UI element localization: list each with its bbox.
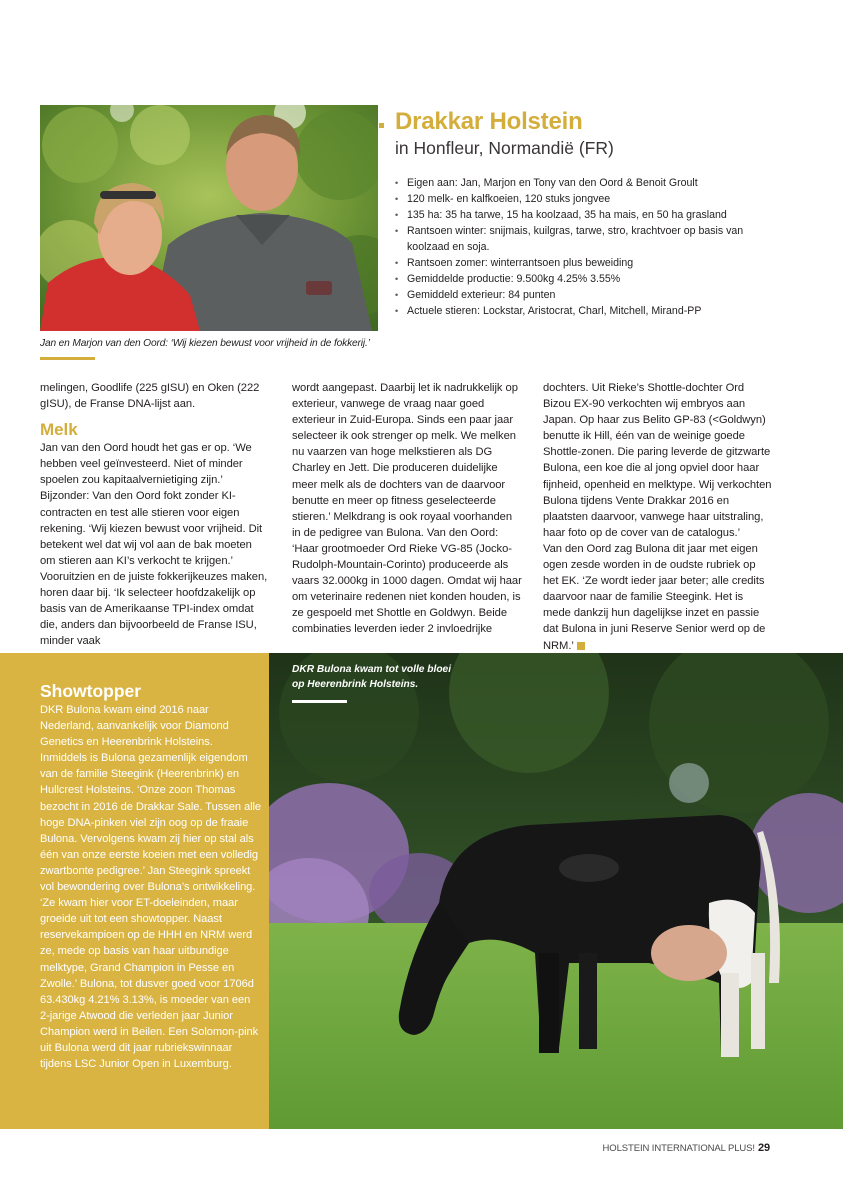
fact-item-production: • Gemiddelde productie: 9.500kg 4.25% 3.55%	[395, 271, 775, 287]
cow-illustration	[269, 653, 843, 1129]
article-column-2	[292, 380, 522, 638]
fact-item-land: • 135 ha: 35 ha tarwe, 15 ha koolzaad, 35 ha mais, en 50 ha grasland	[395, 207, 775, 223]
end-of-article-icon	[577, 642, 585, 650]
sidebar-heading: Showtopper	[40, 681, 142, 701]
caption-divider	[292, 700, 347, 703]
article-paragraph: wordt aangepast. Daarbij let ik nadrukkelijk op exterieur, vanwege de vraag naar goed exterieur in Zuid-Europa. Sinds een paar jaar selecteer ik ook strenger op melk. We melken nu vaarzen van hoge melkstieren als DG Charley en Jett. Die produceren duidelijke meer melk als de dochters van de daarvoor benutte en meer op fitness geselecteerde stieren.’ Melkdrang is ook royaal voorhanden in de pedigree van Bulona. Van den Oord: ‘Haar grootmoeder Ord Rieke VG-85 (Jocko-Rudolph-Mountain-Corinto) produceerde als vaars 32.000kg in 1000 dagen. Omdat wij haar om veterinaire redenen niet konden houden, is ze gespoeld met Shottle en Goldwyn. Beide combinaties leverden ieder 2 invloedrijke	[292, 382, 522, 636]
section-heading-melk: Melk	[40, 420, 78, 440]
farm-title: Drakkar Holstein	[395, 108, 583, 135]
fact-item-summer-ration: • Rantsoen zomer: winterrantsoen plus beweiding	[395, 255, 775, 271]
sidebar-text: DKR Bulona kwam eind 2016 naar Nederland, aanvankelijk voor Diamond Genetics en Heerenbrink Holsteins. Inmiddels is Bulona gezamenlijk eigendom van de familie Steegink (Heerenbrink) en Hullcrest Holsteins. ‘Onze zoon Thomas bezocht in 2016 de Drakkar Sale. Tussen alle hoge DNA-pinken viel zijn oog op de fraaie Bulona. Vervolgens kwam zij hier op stal als één van onze eerste koeien met een volledig zwartbonte pedigree.’ Jan Steegink spreekt vol bewondering over Bulona’s ontwikkeling. ‘Ze kwam hier voor ET-doeleinden, maar groeide uit tot een showtopper. Naast reservekampioen op de HHH en NRM werd ze, mede op basis van haar uitbundige melktype, Grand Champion in Pesse en Zwolle.’ Bulona, tot dusver goed voor 1706d 63.430kg 4.21% 3.13%, is moeder van een 2-jarige Atwood die verleden jaar Junior Champion werd in Beilen. Een Solomon-pink uit Bulona werd dit jaar rubriekswinnaar tijdens LSC Junior Open in Luxemburg.	[40, 704, 262, 1071]
article-column-1	[40, 380, 270, 649]
article-closing-text: Van den Oord zag Bulona dit jaar met eigen ogen zesde worden in de oudste rubriek op het EK. ‘Ze wordt ieder jaar beter; alle credits daarvoor naar de familie Steegink. Het is mede dankzij hun dagelijkse inzet en passie dat Bulona in juni Reserve Senior werd op de NRM.’	[543, 542, 766, 652]
photo-caption: Jan en Marjon van den Oord: ‘Wij kiezen bewust voor vrijheid in de fokkerij.’	[40, 338, 370, 349]
fact-item-herd: • 120 melk- en kalfkoeien, 120 stuks jongvee	[395, 191, 775, 207]
photo-caption-cow: DKR Bulona kwam tot volle bloei op Heerenbrink Holsteins.	[292, 664, 452, 690]
caption-divider	[40, 357, 95, 360]
page-footer	[603, 1142, 770, 1154]
title-bullet-icon	[379, 123, 384, 128]
couple-illustration	[40, 105, 378, 331]
farm-location: in Honfleur, Normandië (FR)	[395, 138, 614, 158]
fact-item-owners: • Eigen aan: Jan, Marjon en Tony van den Oord & Benoit Groult	[395, 175, 775, 191]
magazine-name: HOLSTEIN INTERNATIONAL PLUS!	[602, 1143, 755, 1154]
article-paragraph: Jan van den Oord houdt het gas er op. ‘We hebben veel geïnvesteerd. Niet of minder spoelen zou kapitaalvernietiging zijn.’ Bijzonder: Van den Oord fokt zonder KI-contracten en test alle stieren voor eigen rekening. ‘Wij kiezen bewust voor vrijheid. Dit betekent wel dat wij vol aan de bak moeten om stieren aan KI’s verkocht te krijgen.’ Vooruitzien en de juiste fokkerijkeuzes maken, horen daar bij. ‘Ik selecteer hoofdzakelijk op basis van de Amerikaanse TPI-index omdat die, anders dan bijvoorbeeld de Franse ISU, minder vaak	[40, 442, 268, 648]
article-paragraph: melingen, Goodlife (225 gISU) en Oken (222 gISU), de Franse DNA-lijst aan.	[40, 382, 260, 411]
farm-facts-list	[395, 175, 775, 319]
fact-item-bulls: • Actuele stieren: Lockstar, Aristocrat, Charl, Mitchell, Mirand-PP	[395, 303, 775, 319]
article-paragraph-end	[543, 541, 773, 654]
article-paragraph: dochters. Uit Rieke’s Shottle-dochter Ord Bizou EX-90 verkochten wij embryos aan Japan. Op haar zus Belito GP-83 (<Goldwyn) benutte ik Hill, één van de weinige goede Shottle-zonen. Die paring leverde de gitzwarte Bulona, een koe die al jong opviel door haar fijnheid, openheid en melktype. Wij verkochten Bulona tijdens Vente Drakkar 2016 en plaatsten daarvoor, vanwege haar uitstraling, haar foto op de cover van de catalogus.’	[543, 382, 772, 539]
fact-item-conformation: • Gemiddeld exterieur: 84 punten	[395, 287, 775, 303]
photo-couple	[40, 105, 378, 331]
article-column-3	[543, 380, 773, 654]
page-number: 29	[757, 1142, 770, 1154]
fact-item-winter-ration: • Rantsoen winter: snijmais, kuilgras, tarwe, stro, krachtvoer op basis van koolzaad en soja.	[395, 223, 775, 255]
photo-cow	[269, 653, 843, 1129]
